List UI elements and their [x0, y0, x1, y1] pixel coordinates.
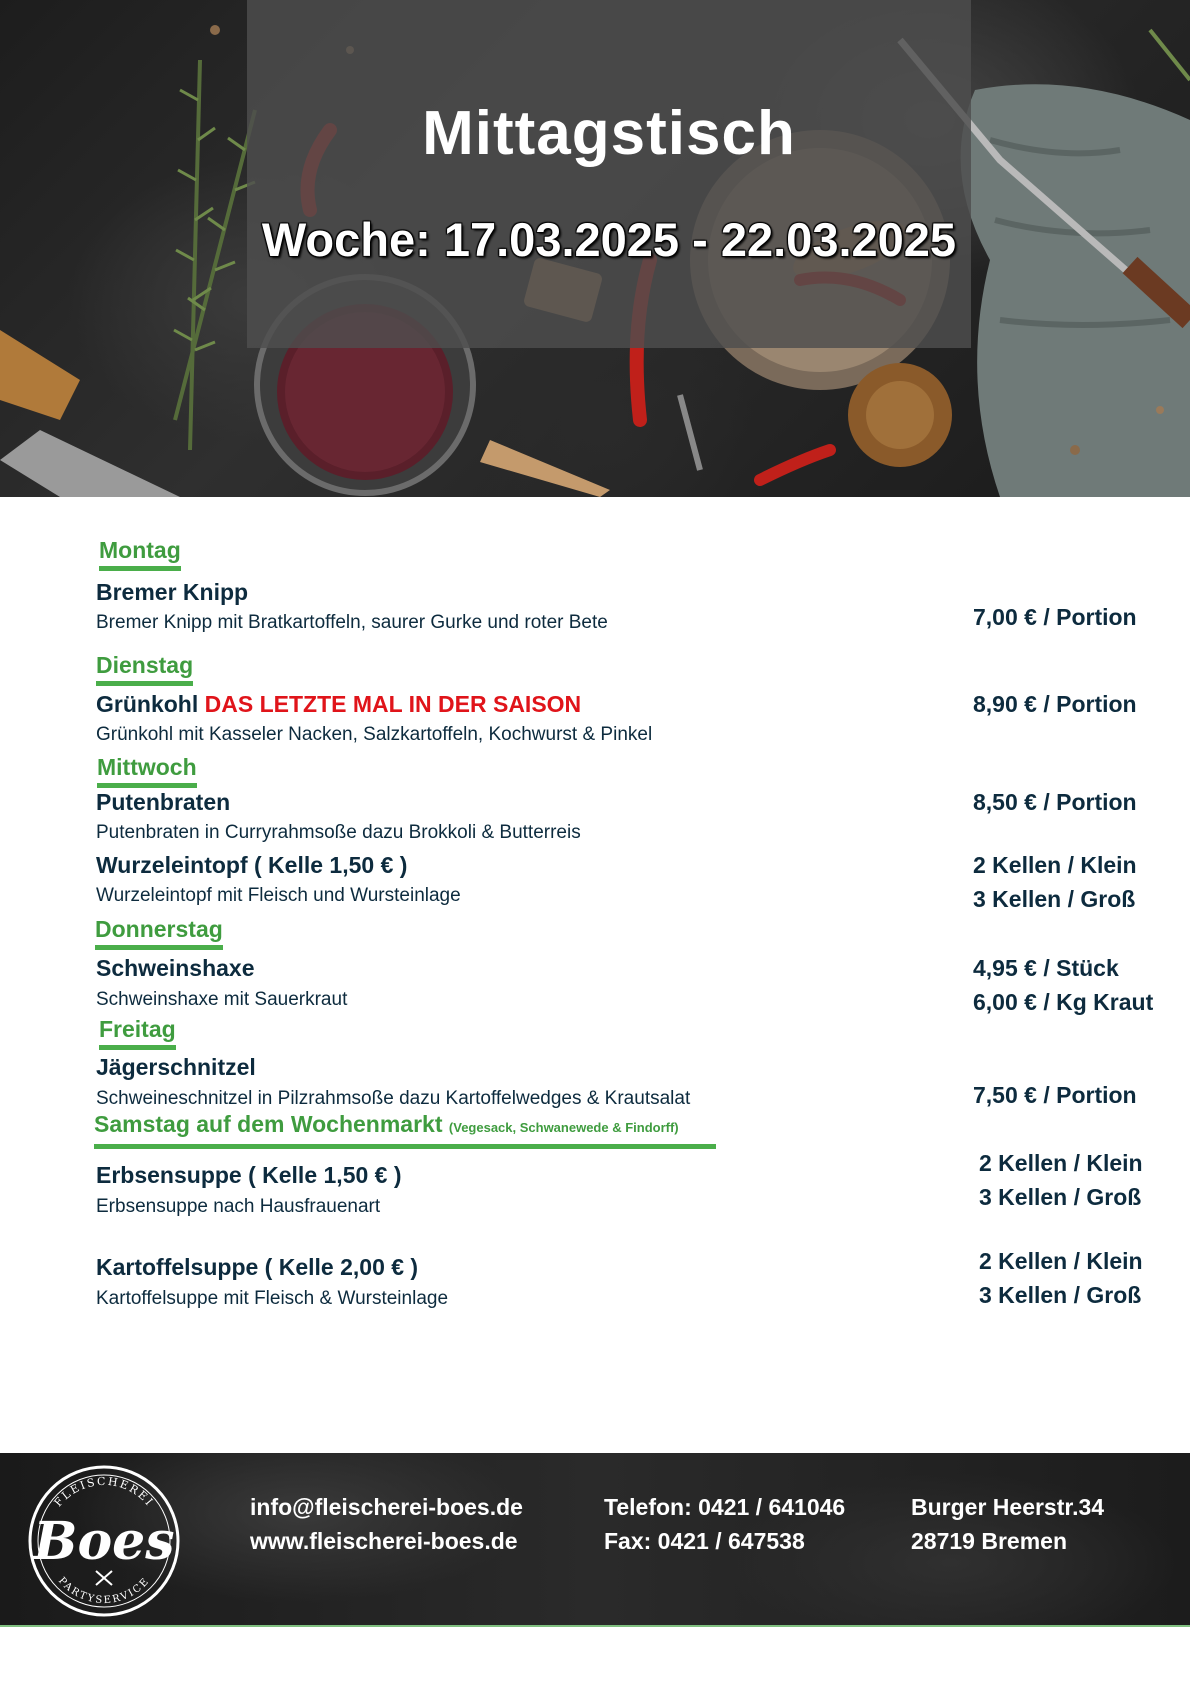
dish-name-text: Grünkohl: [96, 691, 199, 717]
svg-text:FLEISCHEREI: [52, 1475, 157, 1509]
page-title: Mittagstisch: [422, 99, 796, 168]
city-address: 28719 Bremen: [911, 1528, 1067, 1554]
day-heading-montag: Montag: [99, 536, 181, 571]
dish-description: Grünkohl mit Kasseler Nacken, Salzkartoffeln, Kochwurst & Pinkel: [96, 724, 653, 745]
email-link[interactable]: info@fleischerei-boes.de: [250, 1494, 523, 1520]
dish-price: 3 Kellen / Groß: [973, 886, 1136, 912]
highlight-notice: DAS LETZTE MAL IN DER SAISON: [204, 691, 582, 717]
dish-price: 3 Kellen / Groß: [979, 1282, 1142, 1308]
boes-logo: [26, 1463, 182, 1619]
dish-price: 7,00 € / Portion: [973, 604, 1137, 630]
day-heading-mittwoch: Mittwoch: [97, 753, 197, 788]
header-photo: [0, 0, 1190, 497]
dish-price: 6,00 € / Kg Kraut: [973, 989, 1154, 1015]
logo-name: Boes: [33, 1511, 175, 1572]
dish-description: Wurzeleintopf mit Fleisch und Wursteinlage: [96, 885, 461, 906]
day-heading-samstag: [94, 1110, 716, 1149]
title-overlay: [247, 0, 971, 348]
dish-description: Erbsensuppe nach Hausfrauenart: [96, 1196, 381, 1217]
dish-name: Jägerschnitzel: [96, 1054, 256, 1080]
dish-name: [96, 690, 581, 718]
dish-name: Bremer Knipp: [96, 579, 249, 605]
dish-price: 2 Kellen / Klein: [979, 1248, 1143, 1274]
dish-name: Erbsensuppe ( Kelle 1,50 € ): [96, 1162, 402, 1188]
dish-price: 4,95 € / Stück: [973, 955, 1119, 981]
website-link[interactable]: www.fleischerei-boes.de: [250, 1528, 518, 1554]
dish-name: Schweinshaxe: [96, 955, 255, 981]
market-locations: (Vegesack, Schwanewede & Findorff): [448, 1120, 679, 1135]
dish-price: 2 Kellen / Klein: [973, 852, 1137, 878]
dish-name: Putenbraten: [96, 789, 231, 815]
cutlery-icon: [96, 1571, 112, 1585]
day-heading-dienstag: Dienstag: [96, 651, 193, 686]
dish-description: Putenbraten in Curryrahmsoße dazu Brokkoli & Butterreis: [96, 822, 581, 843]
dish-price: 8,90 € / Portion: [973, 691, 1137, 717]
svg-text:PARTYSERVICE: [56, 1575, 152, 1606]
dish-price: 2 Kellen / Klein: [979, 1150, 1143, 1176]
dish-description: Schweinshaxe mit Sauerkraut: [96, 989, 348, 1010]
fax-number: Fax: 0421 / 647538: [604, 1528, 805, 1554]
dish-name: Wurzeleintopf ( Kelle 1,50 € ): [96, 852, 408, 878]
day-heading-freitag: Freitag: [99, 1015, 176, 1050]
week-range: Woche: 17.03.2025 - 22.03.2025: [261, 213, 957, 266]
dish-price: 3 Kellen / Groß: [979, 1184, 1142, 1210]
dish-description: Kartoffelsuppe mit Fleisch & Wursteinlage: [96, 1288, 449, 1309]
logo-bottom-text: PARTYSERVICE: [55, 1575, 153, 1607]
logo-top-text: FLEISCHEREI: [51, 1474, 157, 1510]
day-heading-donnerstag: Donnerstag: [95, 915, 223, 950]
phone-number: Telefon: 0421 / 641046: [604, 1494, 846, 1520]
dish-description: Bremer Knipp mit Bratkartoffeln, saurer Gurke und roter Bete: [96, 612, 608, 633]
footer: [0, 1453, 1190, 1627]
dish-description: Schweineschnitzel in Pilzrahmsoße dazu Kartoffelwedges & Krautsalat: [96, 1088, 691, 1109]
dish-price: 8,50 € / Portion: [973, 789, 1137, 815]
dish-price: 7,50 € / Portion: [973, 1082, 1137, 1108]
day-heading-text: Samstag auf dem Wochenmarkt: [94, 1111, 443, 1137]
street-address: Burger Heerstr.34: [911, 1494, 1105, 1520]
dish-name: Kartoffelsuppe ( Kelle 2,00 € ): [96, 1254, 419, 1280]
